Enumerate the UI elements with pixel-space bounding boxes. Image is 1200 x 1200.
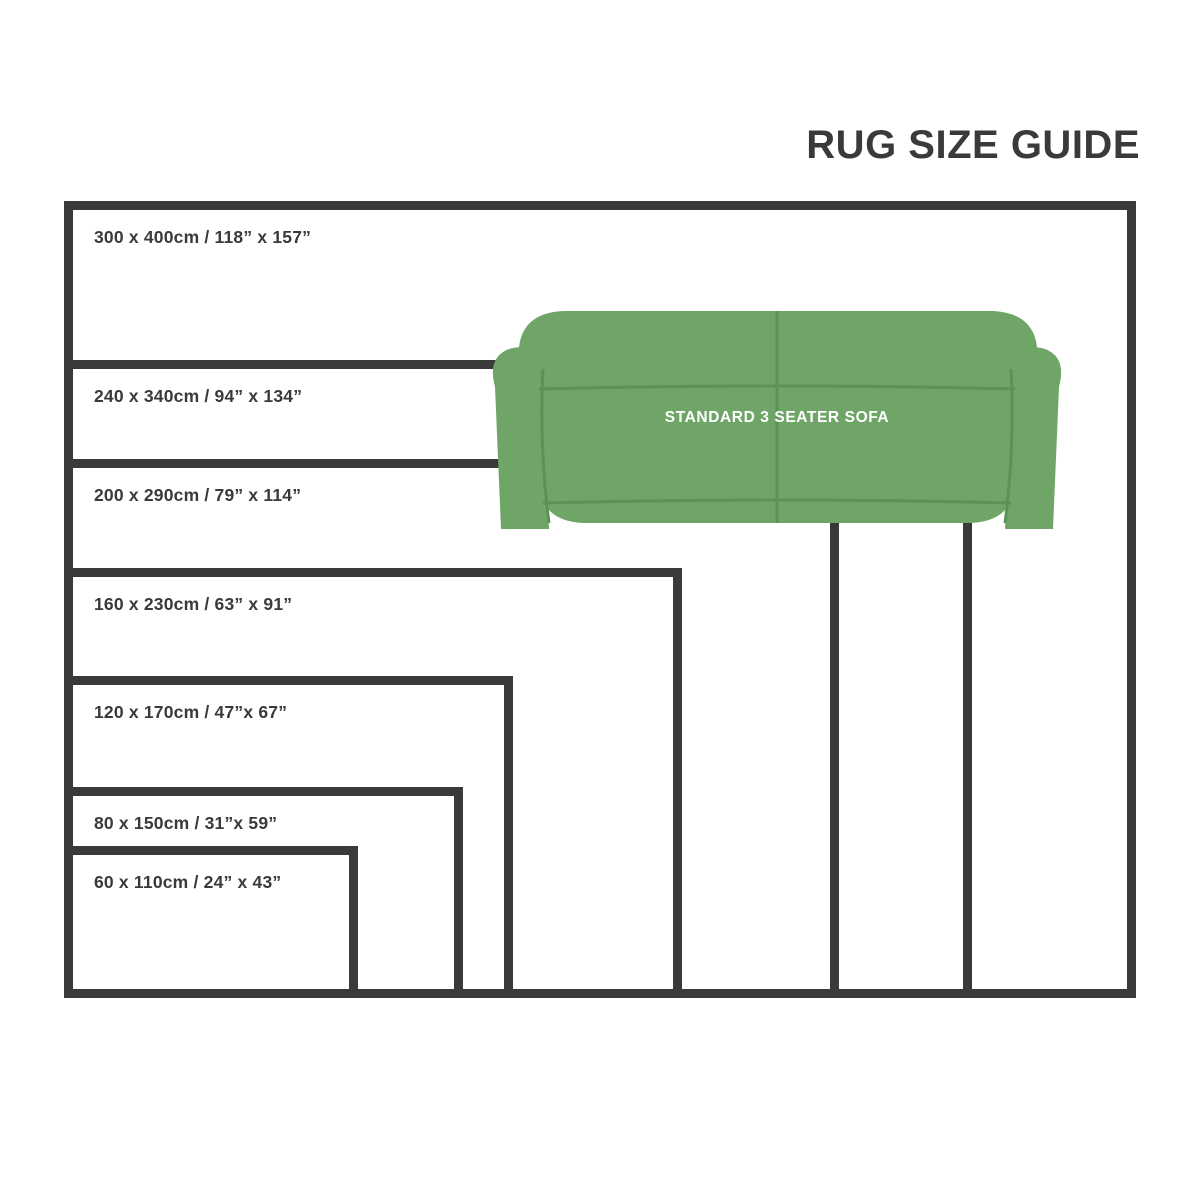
sofa-illustration [487,297,1067,534]
sofa-label: STANDARD 3 SEATER SOFA [664,409,890,426]
rug-label-160x230: 160 x 230cm / 63” x 91” [94,594,293,614]
page-title: RUG SIZE GUIDE [806,123,1140,167]
rug-label-240x340: 240 x 340cm / 94” x 134” [94,386,303,406]
rug-label-80x150: 80 x 150cm / 31”x 59” [94,813,278,833]
rug-outline-60x110 [64,846,358,998]
rug-label-60x110: 60 x 110cm / 24” x 43” [94,872,282,892]
rug-label-120x170: 120 x 170cm / 47”x 67” [94,702,288,722]
rug-label-300x400: 300 x 400cm / 118” x 157” [94,227,312,247]
rug-label-200x290: 200 x 290cm / 79” x 114” [94,485,302,505]
